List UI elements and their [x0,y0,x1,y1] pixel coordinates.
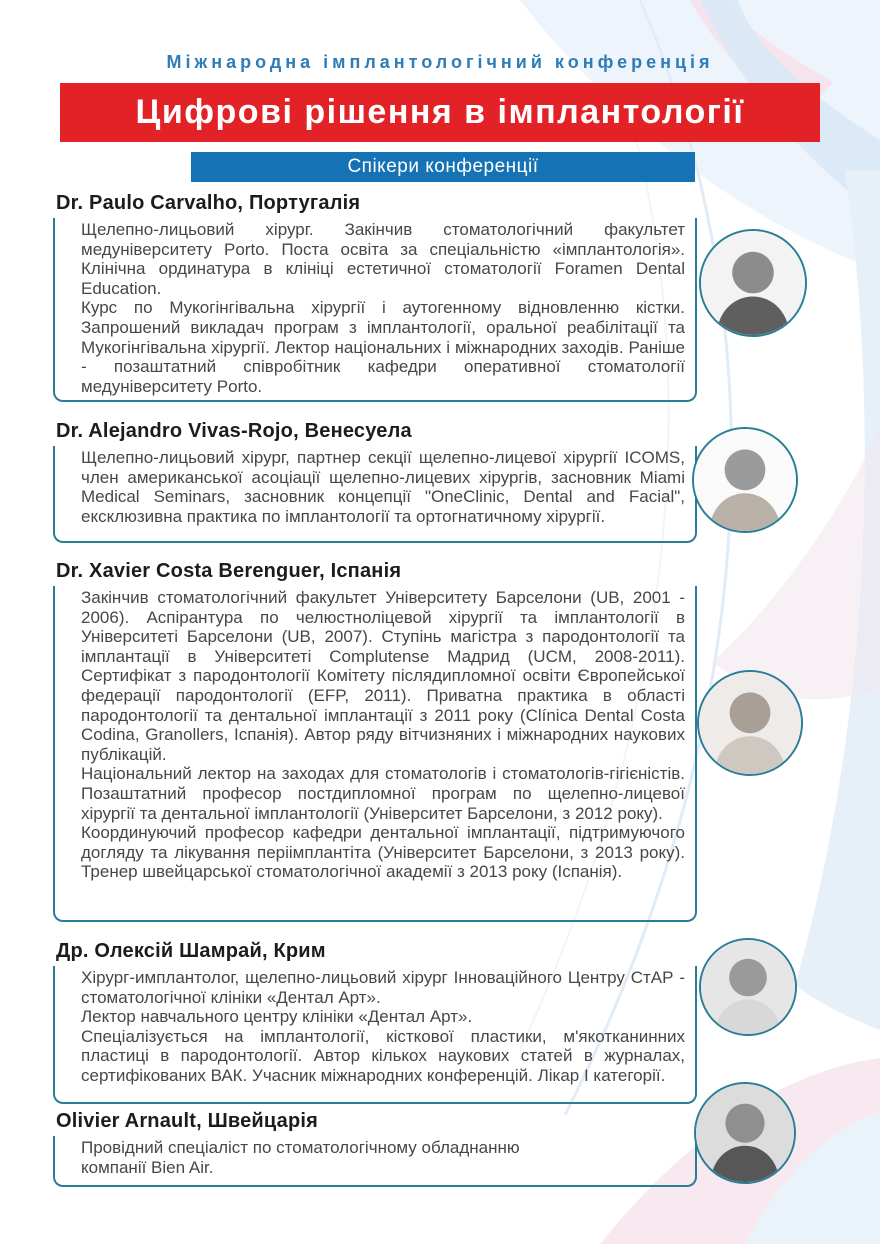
speakers-bar-label: Спікери конференції [347,156,539,177]
portrait-icon [699,672,801,774]
speaker-photo-olivier-arnault [694,1082,796,1184]
speaker-bio-box [53,966,697,1104]
bio-paragraph: Провідний спеціаліст по стоматологічному обладнанню компанії Bien Air. [81,1138,520,1177]
bio-paragraph: Спеціалізується на імплантології, кісткової пластики, м'якотканинних пластиці в пародонтології. Автор кількох наукових статей в журналах, сертифікованих ВАК. Учасник міжнародних конференцій. Лікар І категорії. [81,1026,685,1085]
speaker-section-alejandro-vivas-rojo [53,420,697,543]
bio-paragraph: Курс по Мукогінгівальна хірургії і аутогенному відновленню кістки. Запрошений викладач програм з імплантології, оральної реабілітації та Мукогінгівальна хірургії. Лектор національних і міжнародних заходів. Раніше - позаштатний співробітник кафедри оперативної стоматології медуніверситету Porto. [81,298,685,396]
speaker-section-xavier-costa-berenguer [53,560,697,922]
portrait-icon [701,940,795,1034]
speaker-photo-alejandro-vivas-rojo [692,427,798,533]
speaker-name: Dr. Paulo Carvalho, Португалія [56,192,361,214]
speakers-section-bar [191,152,695,182]
portrait-icon [694,429,796,531]
speaker-name: Olivier Arnault, Швейцарія [56,1110,319,1132]
page-title: Цифрові рішення в імплантології [135,93,745,131]
bio-paragraph: Закінчив стоматологічний факультет Університету Барселони (UB, 2001 - 2006). Аспірантура по челюстноліцевой хірургії та імплантології в Університеті Барселони (UB, 2007). Ступінь магістра з пародонтології та імплантації в Університеті Complutense Мадрид (UCM, 2008-2011). Сертифікат з пародонтології Комітету післядипломної освіти Європейської федерації пародонтології (EFP, 2011). Приватна практика в області пародонтології та дентальної імплантації з 2011 року (Clínica Dental Costa Codina, Granollers, Іспанія). Автор ряду вітчизняних і міжнародних наукових публікацій. [81,588,685,764]
bio-paragraph: Координуючий професор кафедри дентальної імплантації, підтримуючого догляду та лікування періімплантіта (Університет Барселони, з 2013 року). Тренер швейцарської стоматологічної академії з 2013 року (Іспанія). [81,823,685,882]
speaker-name: Dr. Xavier Costa Berenguer, Іспанія [56,560,402,582]
speaker-photo-oleksii-shamrai [699,938,797,1036]
speaker-name: Др. Олексій Шамрай, Крим [56,940,326,962]
speaker-section-paulo-carvalho [53,192,697,402]
speaker-section-oleksii-shamrai [53,940,697,1104]
bio-paragraph: Хірург-имплантолог, щелепно-лицьовий хірург Інноваційного Центру СтАР - стоматологічної клініки «Дентал Арт». [81,968,685,1007]
bio-paragraph: Щелепно-лицьовий хірург. Закінчив стоматологічний факультет медуніверситету Porto. Поста освіта за спеціальністю «імплантологія». Клінічна ординатура в клініці естетичної стоматології Foramen Dental Education. [81,220,685,298]
portrait-icon [701,231,805,335]
conference-pretitle: Міжнародна імплантологічний конференція [166,52,714,72]
speaker-bio-box [53,586,697,922]
speaker-bio-box [53,1136,697,1187]
bio-paragraph: Національний лектор на заходах для стоматологів і стоматологів-гігієністів. Позаштатний професор постдипломної програм по щелепно-лицевої хірургії та дентальної імплантології (Університет Барселони, з 2012 року). [81,764,685,823]
speaker-photo-paulo-carvalho [699,229,807,337]
bio-paragraph: Щелепно-лицьовий хірург, партнер секції щелепно-лицевої хірургії ICOMS, член американської асоціації щелепно-лицевих хірургів, засновник Miami Medical Seminars, засновник концепції "OneClinic, Dental and Facial", ексклюзивна практика по імплантології та ортогнатичному хірургії. [81,448,685,526]
speaker-bio-box [53,218,697,402]
speaker-bio-box [53,446,697,543]
title-banner [60,83,820,142]
speaker-photo-xavier-costa-berenguer [697,670,803,776]
speaker-name: Dr. Alejandro Vivas-Rojo, Венесуела [56,420,412,442]
speaker-section-olivier-arnault [53,1110,697,1187]
portrait-icon [696,1084,794,1182]
bio-paragraph: Лектор навчального центру клініки «Дентал Арт». [81,1007,473,1027]
